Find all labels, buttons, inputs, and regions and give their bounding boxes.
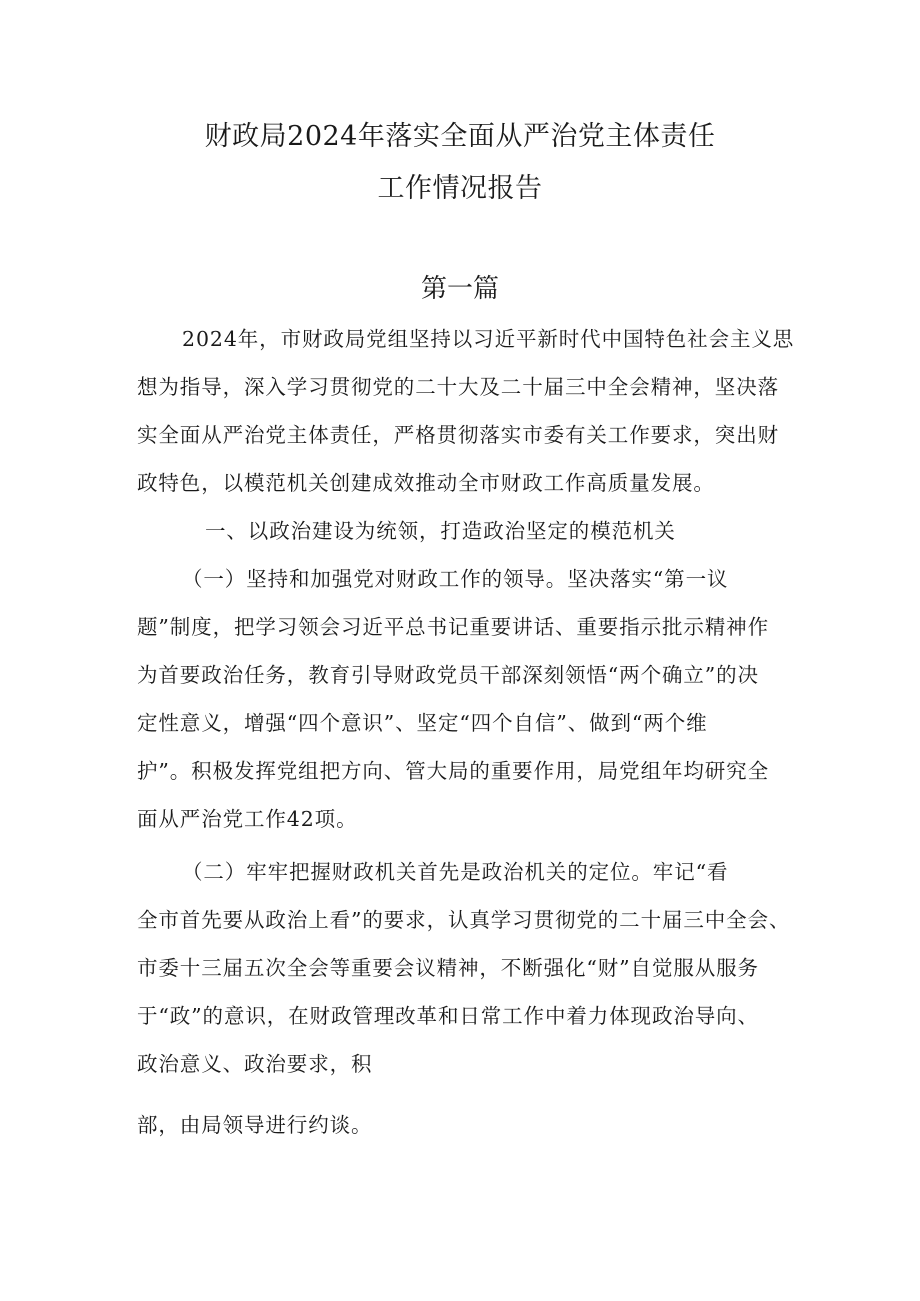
body-line: 政治意义、政治要求，积 bbox=[137, 1052, 373, 1076]
section-title: 第一篇 bbox=[420, 274, 499, 304]
body-line: 于“政”的意识，在财政管理改革和日常工作中着力体现政治导向、 bbox=[137, 1004, 759, 1028]
document-title-line-2: 工作情况报告 bbox=[377, 173, 543, 204]
body-line: 政特色，以模范机关创建成效推动全市财政工作高质量发展。 bbox=[137, 471, 715, 495]
document-title-line-1: 财政局2024年落实全面从严治党主体责任 bbox=[204, 121, 716, 152]
body-line: 2024年，市财政局党组坚持以习近平新时代中国特色社会主义思 bbox=[182, 327, 795, 351]
body-line: 护”。积极发挥党组把方向、管大局的重要作用，局党组年均研究全 bbox=[137, 759, 769, 783]
body-line: 为首要政治任务，教育引导财政党员干部深刻领悟“两个确立”的决 bbox=[137, 663, 759, 687]
body-heading: 一、以政治建设为统领，打造政治坚定的模范机关 bbox=[205, 519, 676, 543]
body-line: 想为指导，深入学习贯彻党的二十大及二十届三中全会精神，坚决落 bbox=[137, 375, 779, 399]
body-line: 实全面从严治党主体责任，严格贯彻落实市委有关工作要求，突出财 bbox=[137, 423, 779, 447]
body-line: 市委十三届五次全会等重要会议精神，不断强化“财”自觉服从服务 bbox=[137, 956, 759, 980]
body-line: 面从严治党工作42项。 bbox=[137, 807, 358, 831]
body-line: 定性意义，增强“四个意识”、坚定“四个自信”、做到“两个维 bbox=[137, 711, 708, 735]
body-line: 全市首先要从政治上看”的要求，认真学习贯彻党的二十届三中全会、 bbox=[137, 908, 791, 932]
body-line: （一）坚持和加强党对财政工作的领导。坚决落实“第一议 bbox=[182, 567, 729, 591]
body-line: 题”制度，把学习领会习近平总书记重要讲话、重要指示批示精神作 bbox=[137, 615, 769, 639]
body-line: （二）牢牢把握财政机关首先是政治机关的定位。牢记“看 bbox=[182, 860, 729, 884]
body-line: 部，由局领导进行约谈。 bbox=[137, 1113, 373, 1137]
